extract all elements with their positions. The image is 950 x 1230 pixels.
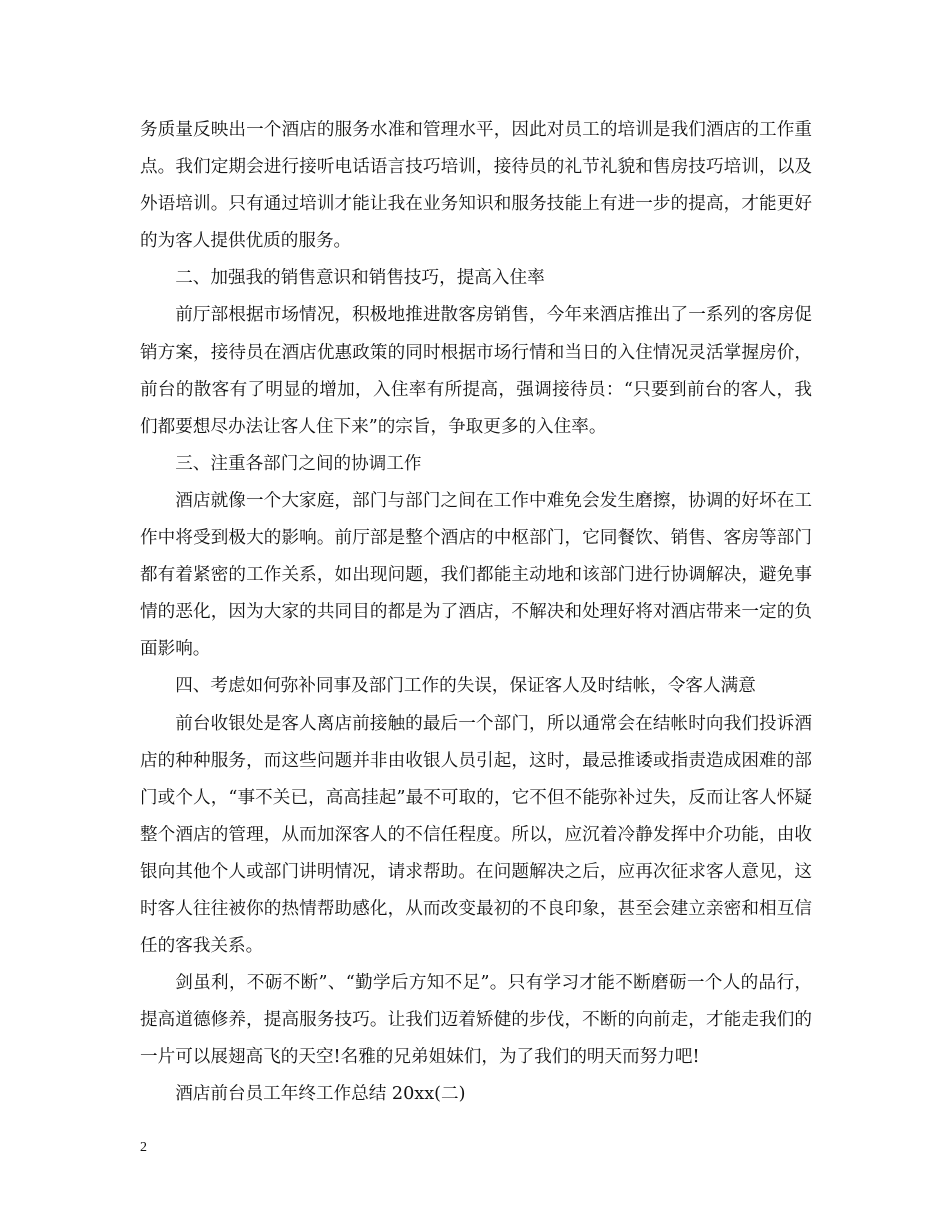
heading-department-coordination: 三、注重各部门之间的协调工作 (175, 453, 422, 474)
paragraph-service-training: 务质量反映出一个酒店的服务水准和管理水平，因此对员工的培训是我们酒店的工作重点。我们定期会进行接听电话语言技巧培训，接待员的礼节礼貌和售房技巧培训，以及外语培训。只有通过培训才能让我在业务知识和服务技能上有进一步的提高，才能更好的为客人提供优质的服务。 (140, 120, 812, 252)
heading-sales-awareness: 二、加强我的销售意识和销售技巧，提高入住率 (175, 268, 545, 289)
document-body (140, 112, 812, 1114)
section-title-next: 酒店前台员工年终工作总结 20xx(二) (175, 1084, 466, 1105)
heading-remedy-mistakes: 四、考虑如何弥补同事及部门工作的失误，保证客人及时结帐，令客人满意 (175, 676, 756, 697)
page-number: 2 (140, 1140, 147, 1155)
paragraph-closing-motto: 剑虽利，不砺不断”、“勤学后方知不足”。只有学习才能不断磨砺一个人的品行，提高道德修养，提高服务技巧。让我们迈着矫健的步伐，不断的向前走，才能走我们的一片可以展翅高飞的天空!名雅的兄弟姐妹们，为了我们的明天而努力吧! (140, 973, 812, 1068)
paragraph-hotel-family: 酒店就像一个大家庭，部门与部门之间在工作中难免会发生磨擦，协调的好坏在工作中将受到极大的影响。前厅部是整个酒店的中枢部门，它同餐饮、销售、客房等部门都有着紧密的工作关系，如出现问题，我们都能主动地和该部门进行协调解决，避免事情的恶化，因为大家的共同目的都是为了酒店，不解决和处理好将对酒店带来一定的负面影响。 (140, 490, 812, 660)
paragraph-cashier: 前台收银处是客人离店前接触的最后一个部门，所以通常会在结帐时向我们投诉酒店的种种服务，而这些问题并非由收银人员引起，这时，最忌推诿或指责造成困难的部门或个人，“事不关已，高高挂起”最不可取的，它不但不能弥补过失，反而让客人怀疑整个酒店的管理，从而加深客人的不信任程度。所以，应沉着冷静发挥中介功能，由收银向其他个人或部门讲明情况，请求帮助。在问题解决之后，应再次征求客人意见，这时客人往往被你的热情帮助感化，从而改变最初的不良印象，甚至会建立亲密和相互信任的客我关系。 (140, 713, 812, 957)
paragraph-room-sales: 前厅部根据市场情况，积极地推进散客房销售，今年来酒店推出了一系列的客房促销方案，接待员在酒店优惠政策的同时根据市场行情和当日的入住情况灵活掌握房价，前台的散客有了明显的增加，入住率有所提高，强调接待员：“只要到前台的客人，我们都要想尽办法让客人住下来”的宗旨，争取更多的入住率。 (140, 305, 812, 437)
